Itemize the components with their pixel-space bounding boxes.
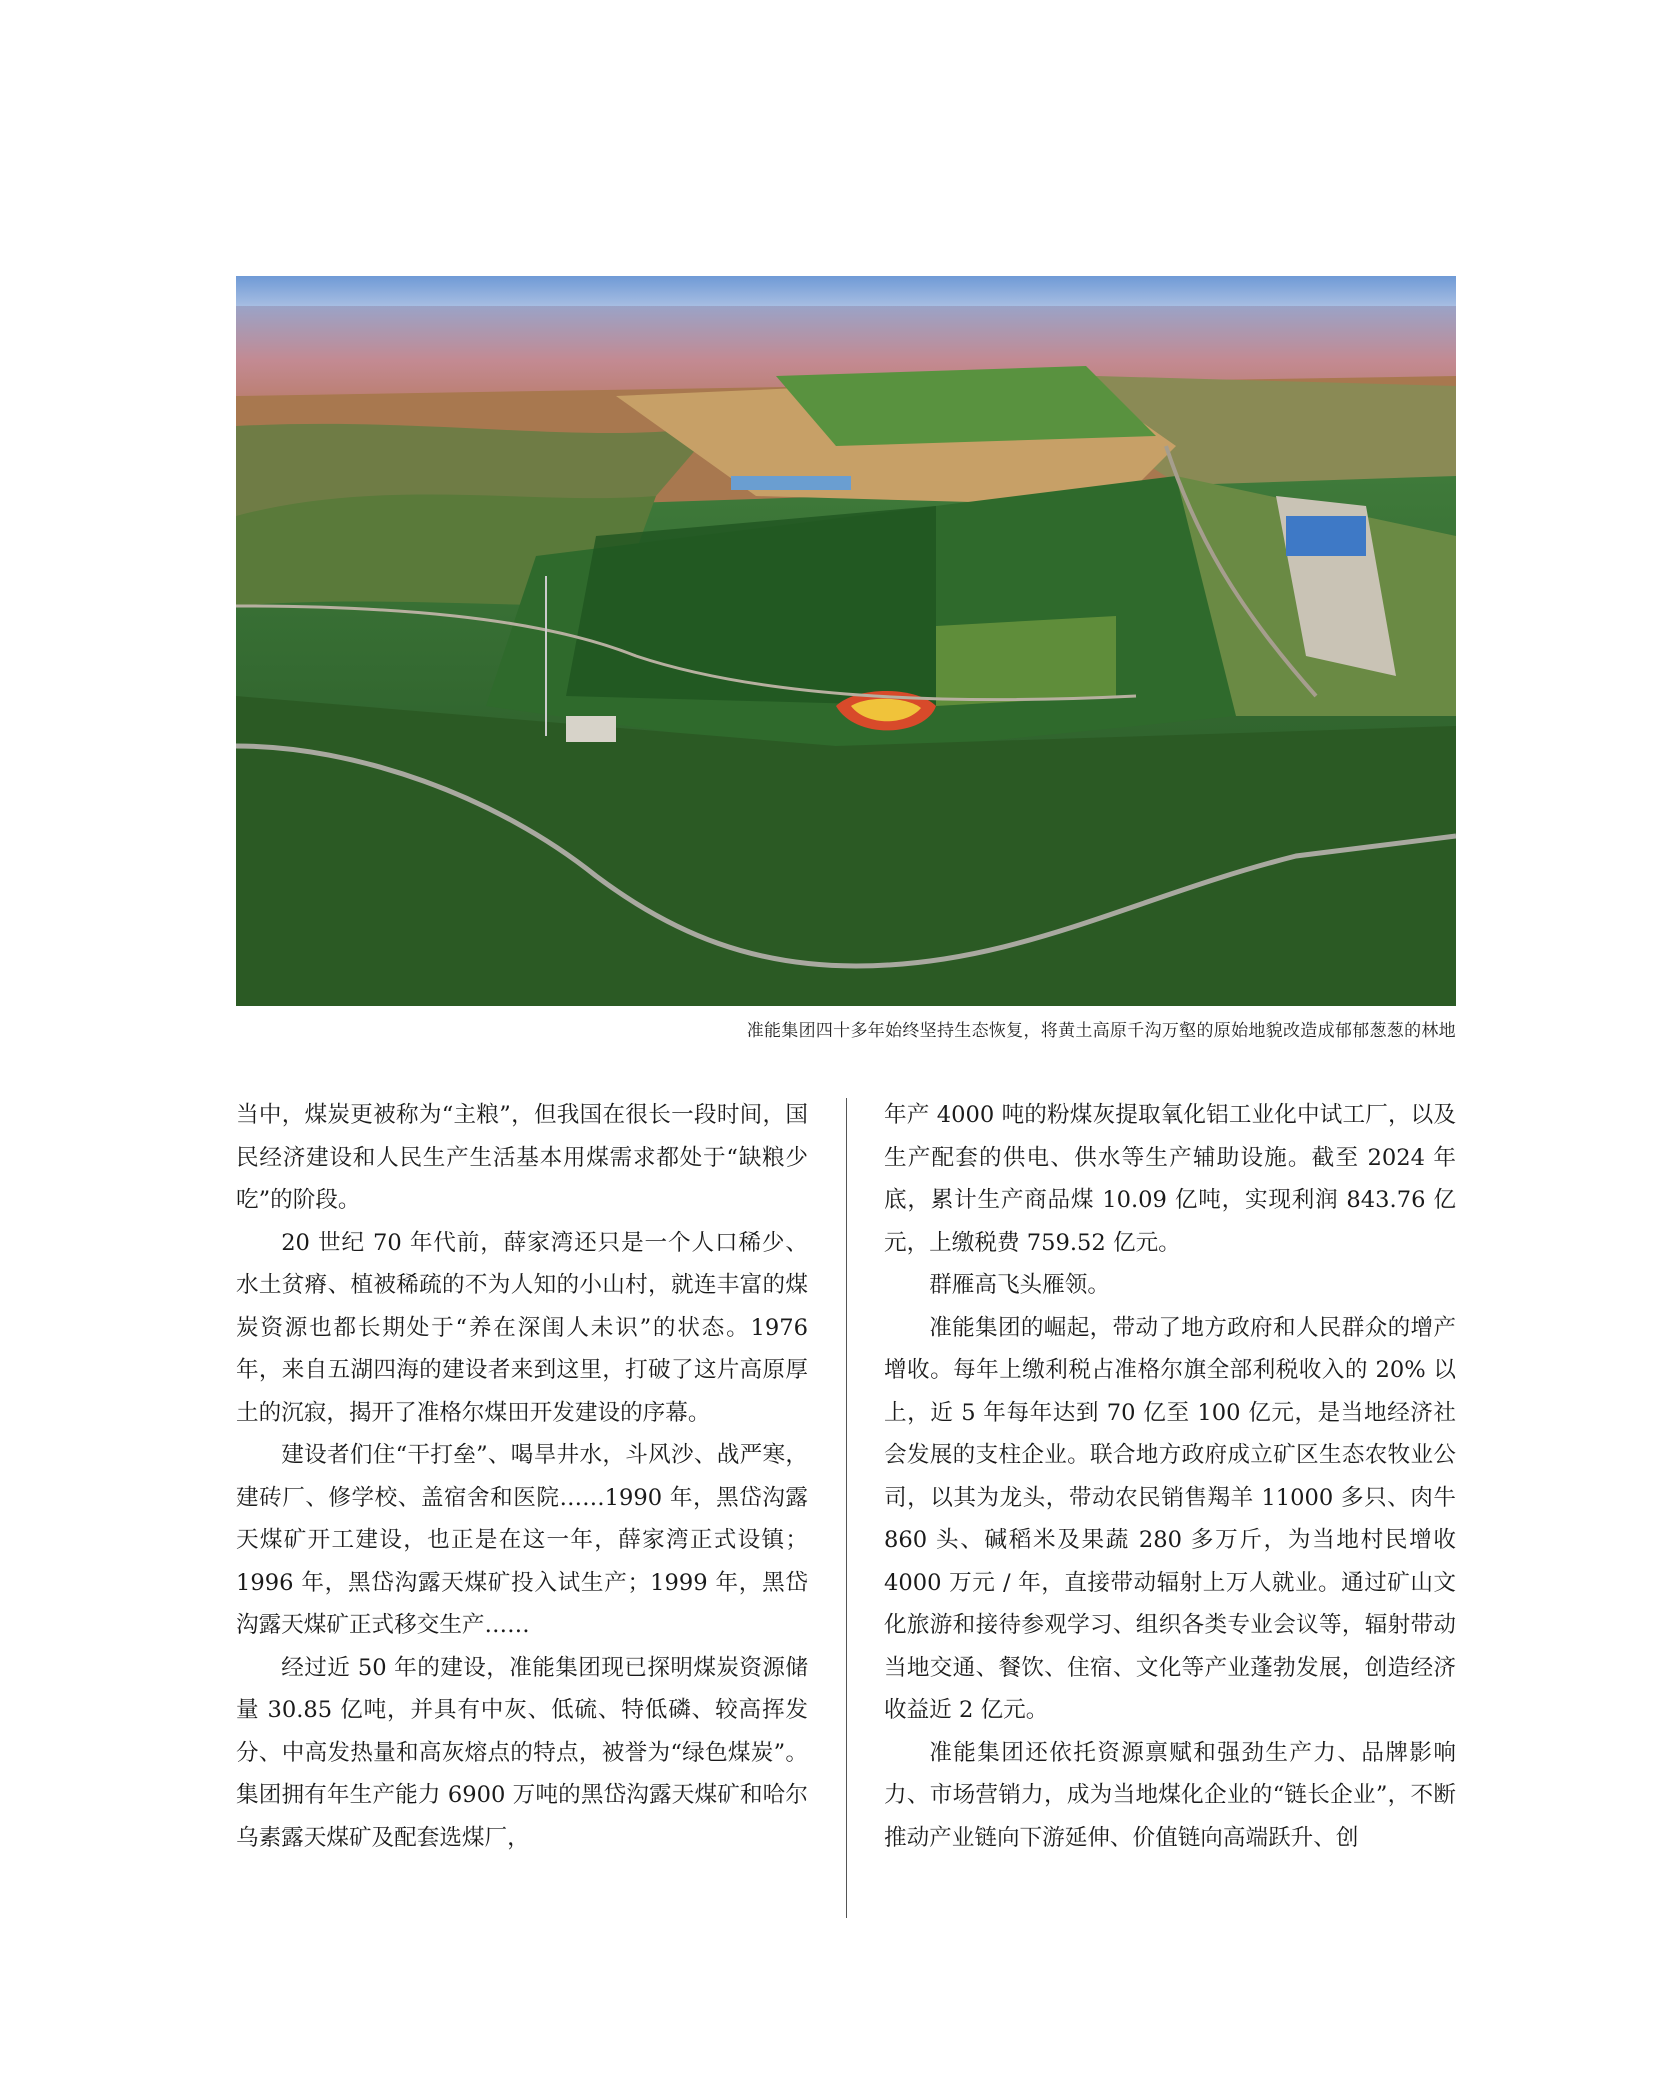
article-column-right — [884, 1094, 1456, 1859]
column-divider — [846, 1098, 847, 1918]
paragraph: 准能集团还依托资源禀赋和强劲生产力、品牌影响力、市场营销力，成为当地煤化企业的“链长企业”，不断推动产业链向下游延伸、价值链向高端跃升、创 — [884, 1739, 1456, 1851]
paragraph: 年产 4000 吨的粉煤灰提取氧化铝工业化中试工厂，以及生产配套的供电、供水等生产辅助设施。截至 2024 年底，累计生产商品煤 10.09 亿吨，实现利润 843.76 亿元，上缴税费 759.52 亿元。 — [884, 1102, 1456, 1256]
article-column-left — [236, 1094, 808, 1859]
paragraph: 群雁高飞头雁领。 — [929, 1272, 1110, 1298]
photo-caption: 准能集团四十多年始终坚持生态恢复，将黄土高原千沟万壑的原始地貌改造成郁郁葱葱的林地 — [746, 1021, 1456, 1041]
paragraph: 20 世纪 70 年代前，薛家湾还只是一个人口稀少、水土贫瘠、植被稀疏的不为人知的小山村，就连丰富的煤炭资源也都长期处于“养在深闺人未识”的状态。1976 年，来自五湖四海的建设者来到这里，打破了这片高原厚土的沉寂，揭开了准格尔煤田开发建设的序幕。 — [236, 1229, 808, 1426]
paragraph: 建设者们住“干打垒”、喝旱井水，斗风沙、战严寒，建砖厂、修学校、盖宿舍和医院……1990 年，黑岱沟露天煤矿开工建设，也正是在这一年，薛家湾正式设镇；1996 年，黑岱沟露天煤矿投入试生产；1999 年，黑岱沟露天煤矿正式移交生产…… — [236, 1442, 808, 1638]
aerial-landscape-illustration — [236, 276, 1456, 1006]
paragraph: 经过近 50 年的建设，准能集团现已探明煤炭资源储量 30.85 亿吨，并具有中灰、低硫、特低磷、较高挥发分、中高发热量和高灰熔点的特点，被誉为“绿色煤炭”。集团拥有年生产能力 6900 万吨的黑岱沟露天煤矿和哈尔乌素露天煤矿及配套选煤厂， — [236, 1654, 808, 1851]
paragraph: 当中，煤炭更被称为“主粮”，但我国在很长一段时间，国民经济建设和人民生产生活基本用煤需求都处于“缺粮少吃”的阶段。 — [236, 1102, 808, 1213]
paragraph: 准能集团的崛起，带动了地方政府和人民群众的增产增收。每年上缴利税占准格尔旗全部利税收入的 20% 以上，近 5 年每年达到 70 亿至 100 亿元，是当地经济社会发展的支柱企业。联合地方政府成立矿区生态农牧业公司，以其为龙头，带动农民销售羯羊 11000 多只、肉牛 860 头、碱稻米及果蔬 280 多万斤，为当地村民增收 4000 万元 / 年，直接带动辐射上万人就业。通过矿山文化旅游和接待参观学习、组织各类专业会议等，辐射带动当地交通、餐饮、住宿、文化等产业蓬勃发展，创造经济收益近 2 亿元。 — [884, 1314, 1456, 1723]
aerial-landscape-photo — [236, 276, 1456, 1006]
